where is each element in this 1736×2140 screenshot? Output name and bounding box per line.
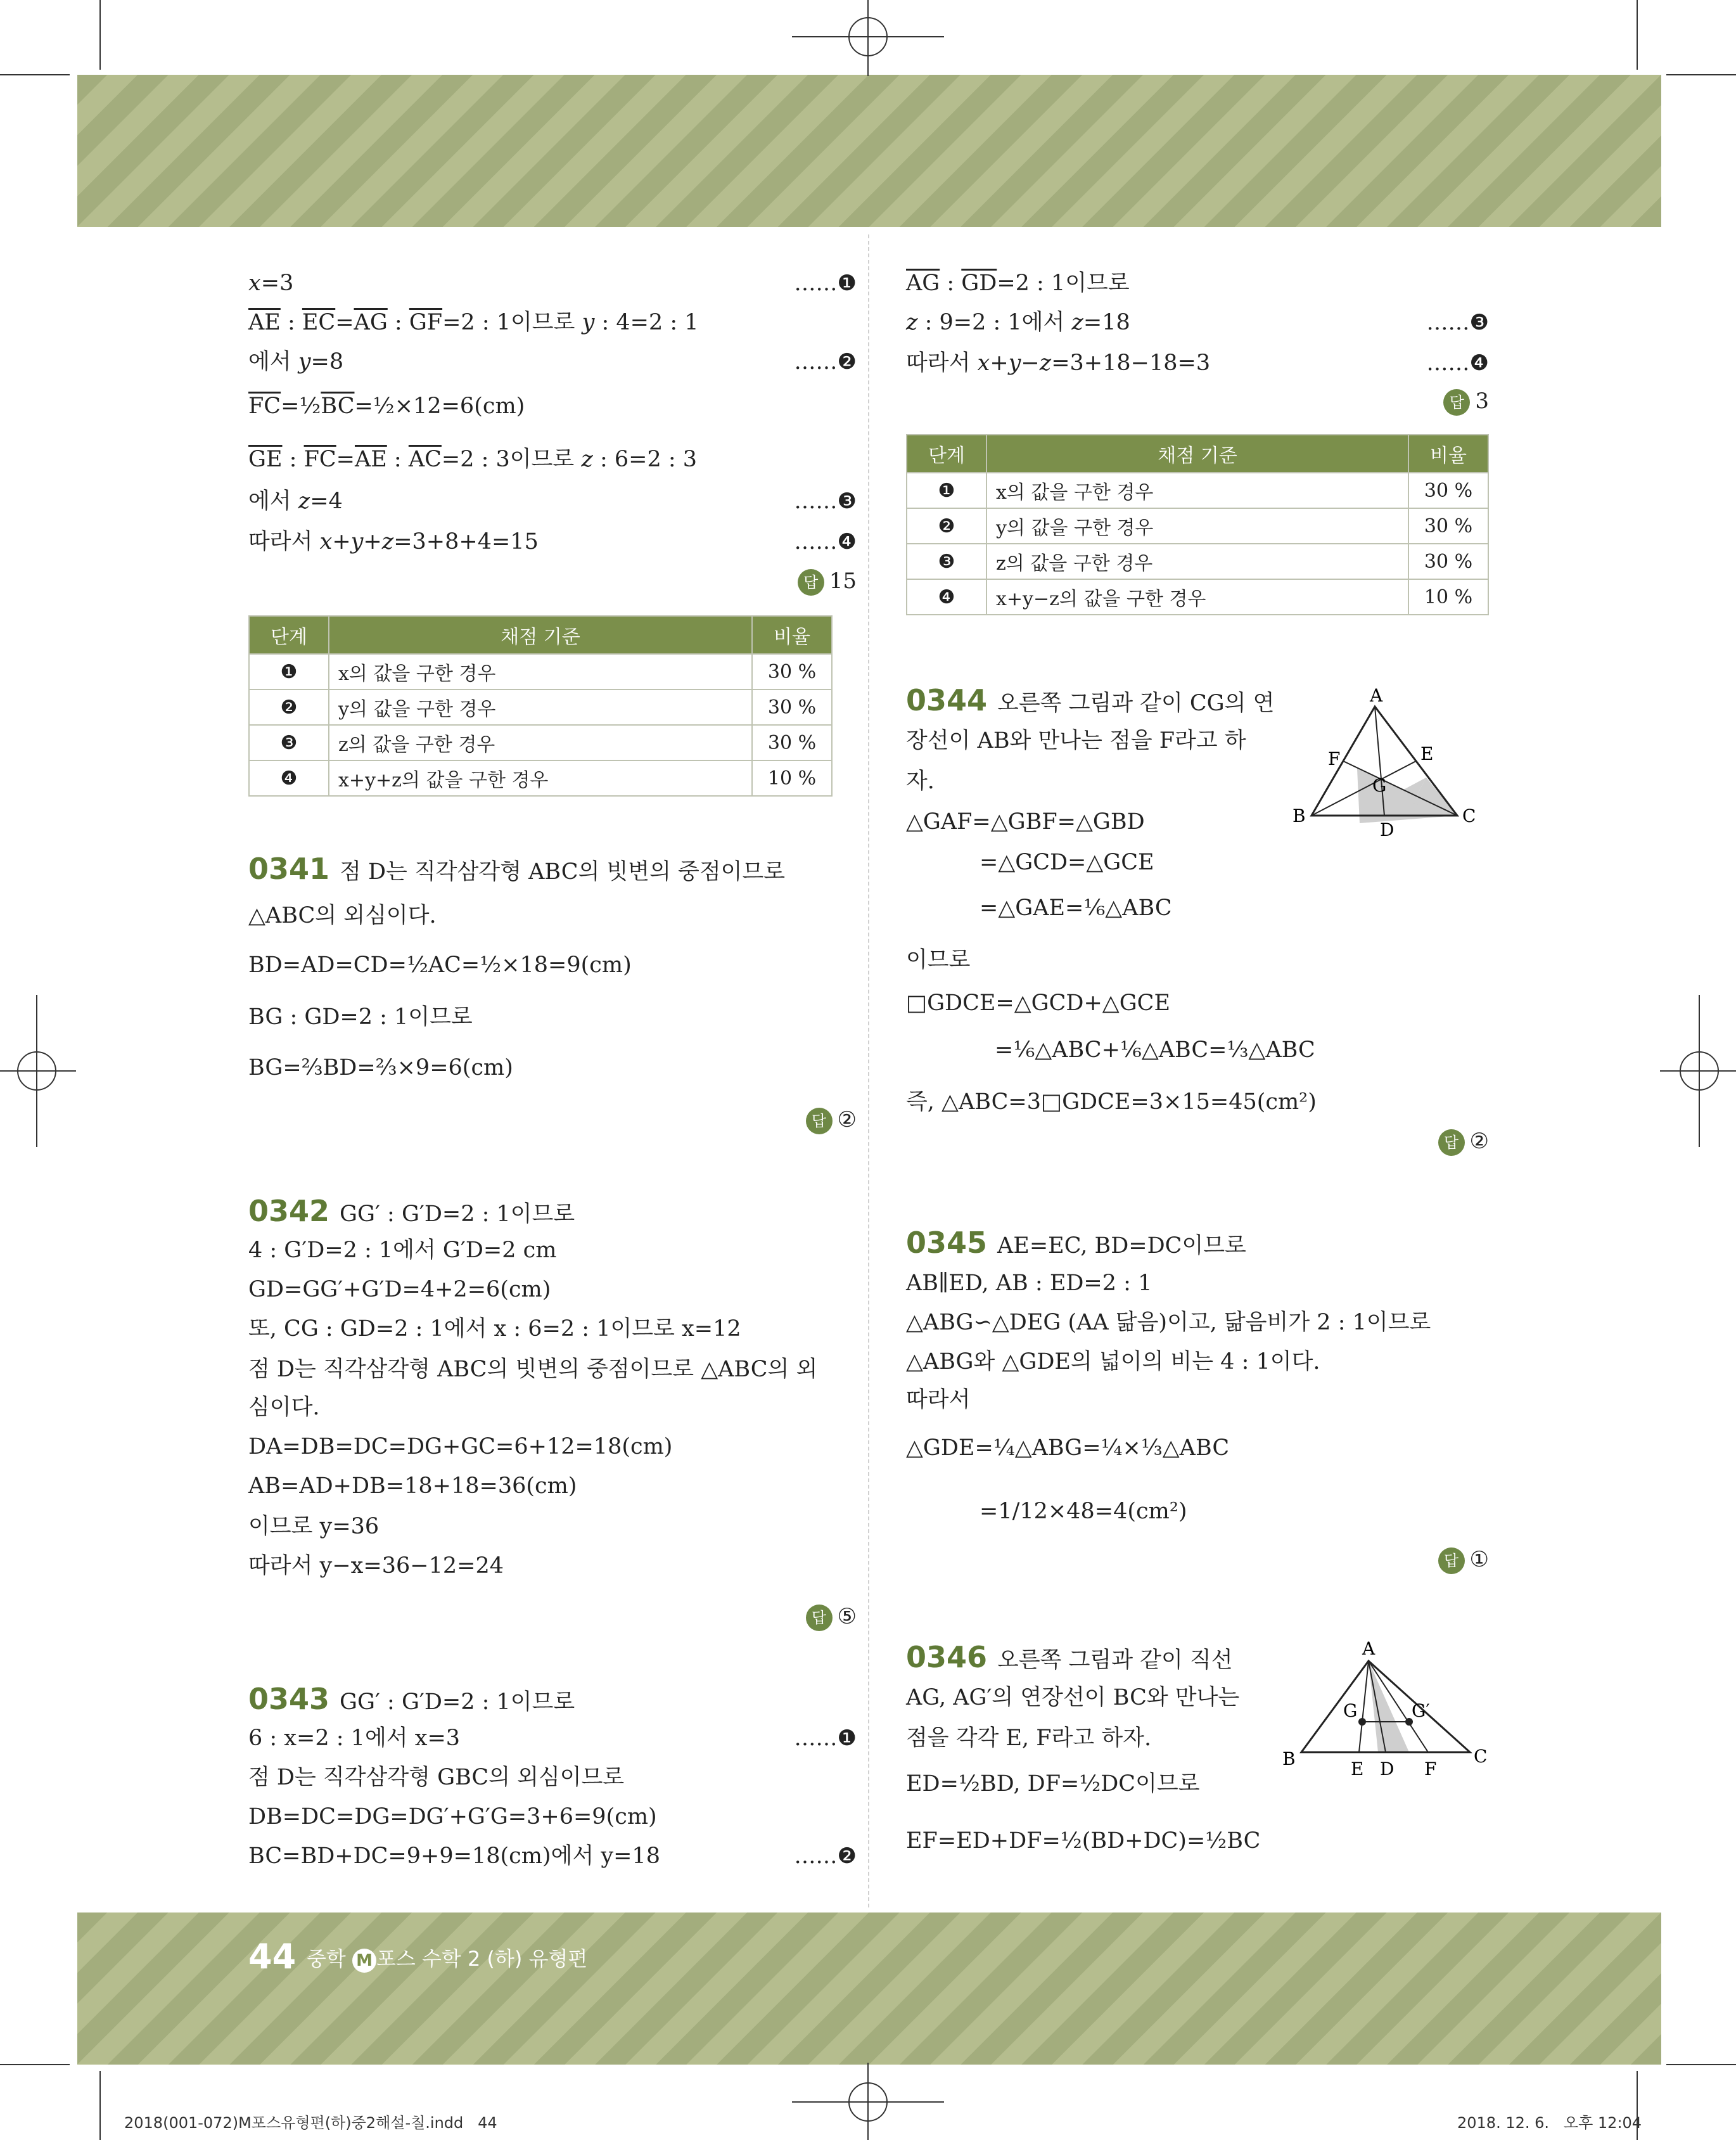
- label-a: A: [1370, 688, 1383, 706]
- print-timestamp: 2018. 12. 6. 오후 12:04: [1457, 2114, 1642, 2132]
- label-g-prime: G′: [1412, 1700, 1430, 1721]
- table-cell: 30 %: [752, 689, 832, 725]
- label-c: C: [1474, 1746, 1488, 1767]
- page-number: 44: [248, 1937, 297, 1977]
- answer-value: 15: [829, 568, 857, 594]
- problem-0345: 0345 AE=EC, BD=DC이므로: [906, 1226, 1246, 1260]
- table-cell: 30 %: [752, 725, 832, 760]
- line: =△GAE=⅙△ABC: [980, 895, 1172, 921]
- table-row: [907, 508, 1488, 544]
- answer-value: 3: [1475, 388, 1489, 414]
- step-mark: ……❹: [1426, 350, 1489, 376]
- problem-number: 0343: [248, 1682, 330, 1716]
- table-header: 비율: [1408, 435, 1488, 473]
- label-c: C: [1462, 805, 1476, 826]
- line: ED=½BD, DF=½DC이므로: [906, 1771, 1200, 1797]
- brand-logo-icon: M: [352, 1949, 376, 1973]
- line: □GDCE=△GCD+△GCE: [906, 990, 1170, 1016]
- line: GD=GG′+G′D=4+2=6(cm): [248, 1277, 551, 1302]
- table-cell: 30 %: [752, 654, 832, 689]
- table-cell: ❷: [249, 689, 329, 725]
- table-cell: ❹: [907, 579, 986, 615]
- table-cell: ❸: [249, 725, 329, 760]
- line: =1/12×48=4(cm²): [980, 1499, 1187, 1524]
- line: 점을 각각 E, F라고 하자.: [906, 1726, 1152, 1751]
- table-cell: ❷: [907, 508, 986, 544]
- problem-0346: 0346 오른쪽 그림과 같이 직선: [906, 1640, 1233, 1674]
- table-row: [249, 760, 832, 796]
- line: 에서 y=8: [248, 349, 344, 375]
- table-row: [249, 725, 832, 760]
- table-cell: ❶: [249, 654, 329, 689]
- line: AG, AG′의 연장선이 BC와 만나는: [906, 1685, 1240, 1710]
- answer: [806, 1603, 857, 1631]
- answer: [1443, 387, 1489, 416]
- line: 심이다.: [248, 1395, 320, 1420]
- line: 점 D는 직각삼각형 ABC의 빗변의 중점이므로 △ABC의 외: [248, 1357, 818, 1382]
- table-header: 채점 기준: [329, 616, 752, 654]
- label-d: D: [1380, 819, 1395, 840]
- problem-number: 0342: [248, 1194, 330, 1228]
- line: 이므로 y=36: [248, 1514, 380, 1539]
- label-f: F: [1424, 1759, 1437, 1779]
- line: △ABC의 외심이다.: [248, 903, 437, 928]
- answer-badge: 답: [1443, 389, 1470, 416]
- answer-badge: 답: [806, 1605, 833, 1631]
- table-cell: x의 값을 구한 경우: [986, 473, 1408, 508]
- line: =△GCD=△GCE: [980, 850, 1154, 875]
- table-cell: 30 %: [1408, 544, 1488, 579]
- label-b: B: [1292, 805, 1306, 826]
- table-row: [907, 544, 1488, 579]
- line: =⅙△ABC+⅙△ABC=⅓△ABC: [995, 1037, 1315, 1063]
- problem-number: 0345: [906, 1226, 988, 1260]
- label-b: B: [1282, 1748, 1296, 1769]
- answer-value: ⑤: [837, 1604, 857, 1629]
- table-cell: y의 값을 구한 경우: [986, 508, 1408, 544]
- answer-value: ①: [1469, 1547, 1489, 1572]
- line: AB∥ED, AB : ED=2 : 1: [906, 1271, 1152, 1296]
- answer: [798, 567, 857, 596]
- table-cell: y의 값을 구한 경우: [329, 689, 752, 725]
- line: 6 : x=2 : 1에서 x=3: [248, 1726, 461, 1751]
- step-mark: ……❸: [794, 489, 857, 514]
- answer: [806, 1106, 857, 1134]
- table-cell: x+y+z의 값을 구한 경우: [329, 760, 752, 796]
- step-mark: ……❷: [794, 1843, 857, 1869]
- line: $\overline{GE}$ : $\overline{FC}=\overline{AE}$ : $\overline{AC}=2$ : 3이므로 z : 6=2 : 3: [248, 447, 698, 472]
- step-mark: ……❹: [794, 529, 857, 554]
- line-ae: [1359, 1661, 1369, 1752]
- line: 또, CG : GD=2 : 1에서 x : 6=2 : 1이므로 x=12: [248, 1316, 741, 1342]
- line: z : 9=2 : 1에서 z=18: [906, 310, 1130, 335]
- table-cell: 10 %: [752, 760, 832, 796]
- label-a: A: [1362, 1638, 1375, 1659]
- table-row: [907, 473, 1488, 508]
- problem-number: 0346: [906, 1640, 988, 1674]
- shaded-region: [1369, 1661, 1409, 1752]
- line: DB=DC=DG=DG′+G′G=3+6=9(cm): [248, 1804, 657, 1829]
- answer-value: ②: [837, 1107, 857, 1132]
- line: $\overline{FC}=\frac{1}{2}\overline{BC}=\frac{1}{2}\times 12=6(cm)$: [248, 394, 525, 419]
- table-cell: ❸: [907, 544, 986, 579]
- line: 장선이 AB와 만나는 점을 F라고 하: [906, 728, 1246, 753]
- table-cell: ❶: [907, 473, 986, 508]
- triangle-figure-0346: [1280, 1638, 1489, 1790]
- answer: [1438, 1127, 1489, 1156]
- line: 자.: [906, 769, 935, 794]
- step-mark: ……❶: [794, 271, 857, 296]
- line: 점 D는 직각삼각형 GBC의 외심이므로: [248, 1765, 625, 1790]
- table-header: 비율: [752, 616, 832, 654]
- table-header: 단계: [249, 616, 329, 654]
- line: 따라서 y−x=36−12=24: [248, 1553, 504, 1579]
- line: DA=DB=DC=DG+GC=6+12=18(cm): [248, 1434, 673, 1459]
- table-cell: 30 %: [1408, 473, 1488, 508]
- table-cell: x+y−z의 값을 구한 경우: [986, 579, 1408, 615]
- table-cell: ❹: [249, 760, 329, 796]
- line: BG : GD=2 : 1이므로: [248, 1004, 473, 1030]
- problem-0342: 0342 GG′ : G′D=2 : 1이므로: [248, 1194, 575, 1228]
- table-cell: 30 %: [1408, 508, 1488, 544]
- line: 따라서 x+y−z=3+18−18=3: [906, 350, 1211, 376]
- triangle-figure-0344: [1286, 688, 1489, 840]
- line: 즉, △ABC=3□GDCE=3×15=45(cm²): [906, 1089, 1317, 1115]
- grading-table: [248, 615, 833, 797]
- label-g: G: [1343, 1700, 1358, 1721]
- table-row: [907, 579, 1488, 615]
- table-row: [249, 689, 832, 725]
- line: BD=AD=CD=½AC=½×18=9(cm): [248, 952, 632, 978]
- line: △ABG∽△DEG (AA 닮음)이고, 닮음비가 2 : 1이므로: [906, 1310, 1431, 1335]
- table-header: 단계: [907, 435, 986, 473]
- problem-0341: 0341 점 D는 직각삼각형 ABC의 빗변의 중점이므로: [248, 852, 786, 886]
- problem-number: 0341: [248, 852, 330, 886]
- line: BG=⅔BD=⅔×9=6(cm): [248, 1055, 513, 1080]
- table-row: [249, 654, 832, 689]
- book-title: 중학 M 포스 수학 2 (하) 유형편: [307, 1943, 587, 1973]
- answer-value: ②: [1469, 1129, 1489, 1154]
- table-cell: 10 %: [1408, 579, 1488, 615]
- label-g: G: [1372, 775, 1387, 796]
- table-cell: z의 값을 구한 경우: [986, 544, 1408, 579]
- step-mark: ……❶: [794, 1726, 857, 1751]
- table-cell: x의 값을 구한 경우: [329, 654, 752, 689]
- line: BC=BD+DC=9+9=18(cm)에서 y=18: [248, 1843, 660, 1869]
- answer-badge: 답: [1438, 1129, 1465, 1156]
- line: 따라서: [906, 1387, 971, 1413]
- file-info: 2018(001-072)M포스유형편(하)중2해설-칠.indd 44: [124, 2114, 497, 2132]
- line: x=3: [248, 271, 294, 296]
- line: $\overline{AG}$ : $\overline{GD}=2$ : 1이므로: [906, 271, 1130, 296]
- line: EF=ED+DF=½(BD+DC)=½BC: [906, 1828, 1261, 1854]
- answer-badge: 답: [798, 569, 824, 596]
- step-mark: ……❸: [1426, 310, 1489, 335]
- label-e: E: [1351, 1759, 1364, 1779]
- table-cell: z의 값을 구한 경우: [329, 725, 752, 760]
- line: △GDE=¼△ABG=¼×⅓△ABC: [906, 1435, 1230, 1461]
- table-header: 채점 기준: [986, 435, 1408, 473]
- line: 따라서 x+y+z=3+8+4=15: [248, 529, 539, 554]
- answer-badge: 답: [806, 1108, 833, 1134]
- line: 4 : G′D=2 : 1에서 G′D=2 cm: [248, 1238, 557, 1263]
- line: $\overline{AE}$ : $\overline{EC}=\overline{AG}$ : $\overline{GF}=2$ : 1이므로 y : 4=2 : 1: [248, 310, 699, 335]
- answer: [1438, 1546, 1489, 1574]
- line: AB=AD+DB=18+18=36(cm): [248, 1473, 577, 1499]
- line: 이므로: [906, 947, 971, 973]
- problem-number: 0344: [906, 683, 988, 717]
- line: △GAF=△GBF=△GBD: [906, 809, 1145, 835]
- problem-0344: 0344 오른쪽 그림과 같이 CG의 연: [906, 683, 1275, 717]
- grading-table: [906, 434, 1489, 615]
- problem-0343: 0343 GG′ : G′D=2 : 1이므로: [248, 1682, 575, 1716]
- label-d: D: [1380, 1759, 1395, 1779]
- answer-badge: 답: [1438, 1547, 1465, 1574]
- label-f: F: [1328, 748, 1341, 769]
- step-mark: ……❷: [794, 349, 857, 375]
- line: △ABG와 △GDE의 넓이의 비는 4 : 1이다.: [906, 1349, 1320, 1374]
- label-e: E: [1420, 743, 1434, 764]
- line: 에서 z=4: [248, 489, 343, 514]
